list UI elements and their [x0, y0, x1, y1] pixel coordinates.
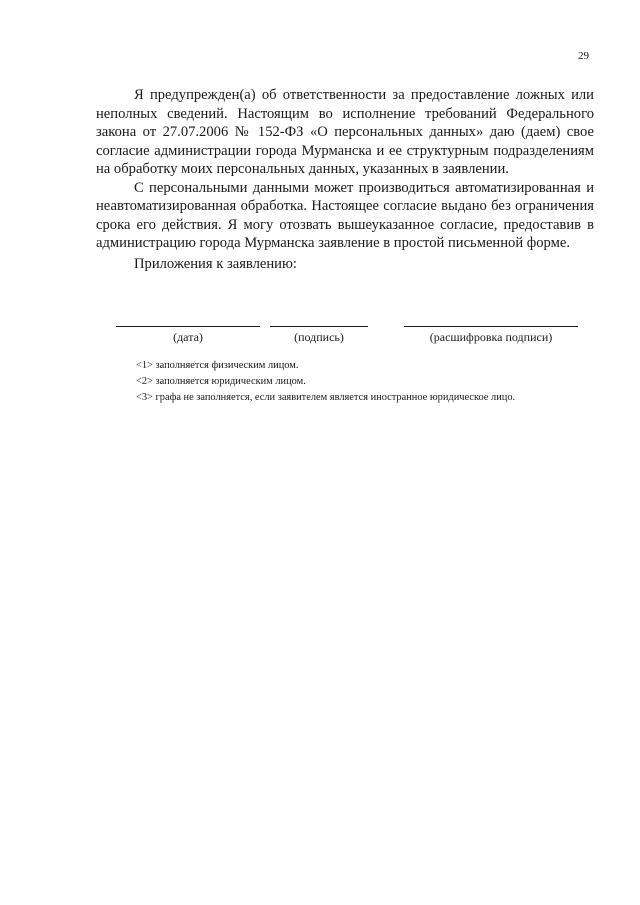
- signature-line: [270, 326, 368, 327]
- footnote-1: <1> заполняется физическим лицом.: [136, 360, 299, 371]
- signature-field: [270, 318, 368, 345]
- attachments-label: Приложения к заявлению:: [134, 255, 297, 272]
- processing-paragraph: С персональными данными может производиться автоматизированная и неавтоматизированная обработка. Настоящее согласие выдано без ограничения срока его действия. Я могу отозвать вышеуказанное согласие, предоставив в администрацию города Мурманска заявление в простой письменной форме.: [96, 179, 594, 251]
- footnote-2: <2> заполняется юридическим лицом.: [136, 376, 306, 387]
- signature-caption: (подпись): [294, 330, 344, 344]
- page-number: 29: [578, 50, 589, 62]
- footnote-3: <3> графа не заполняется, если заявителем является иностранное юридическое лицо.: [136, 392, 516, 403]
- name-decoding-line: [404, 326, 578, 327]
- signature-block: [116, 318, 596, 348]
- date-field: [116, 318, 260, 345]
- consent-text: [96, 86, 594, 273]
- name-decoding-field: [404, 318, 578, 345]
- date-caption: (дата): [173, 330, 203, 344]
- footnotes: [136, 358, 606, 406]
- liability-paragraph: Я предупрежден(а) об ответственности за предоставление ложных или неполных сведений. Настоящим во исполнение требований Федерального закона от 27.07.2006 № 152-ФЗ «О персональных данных» даю (даем) свое согласие администрации города Мурманска и ее структурным подразделениям на обработку моих персональных данных, указанных в заявлении.: [96, 87, 594, 177]
- name-decoding-caption: (расшифровка подписи): [429, 330, 553, 344]
- date-line: [116, 326, 260, 327]
